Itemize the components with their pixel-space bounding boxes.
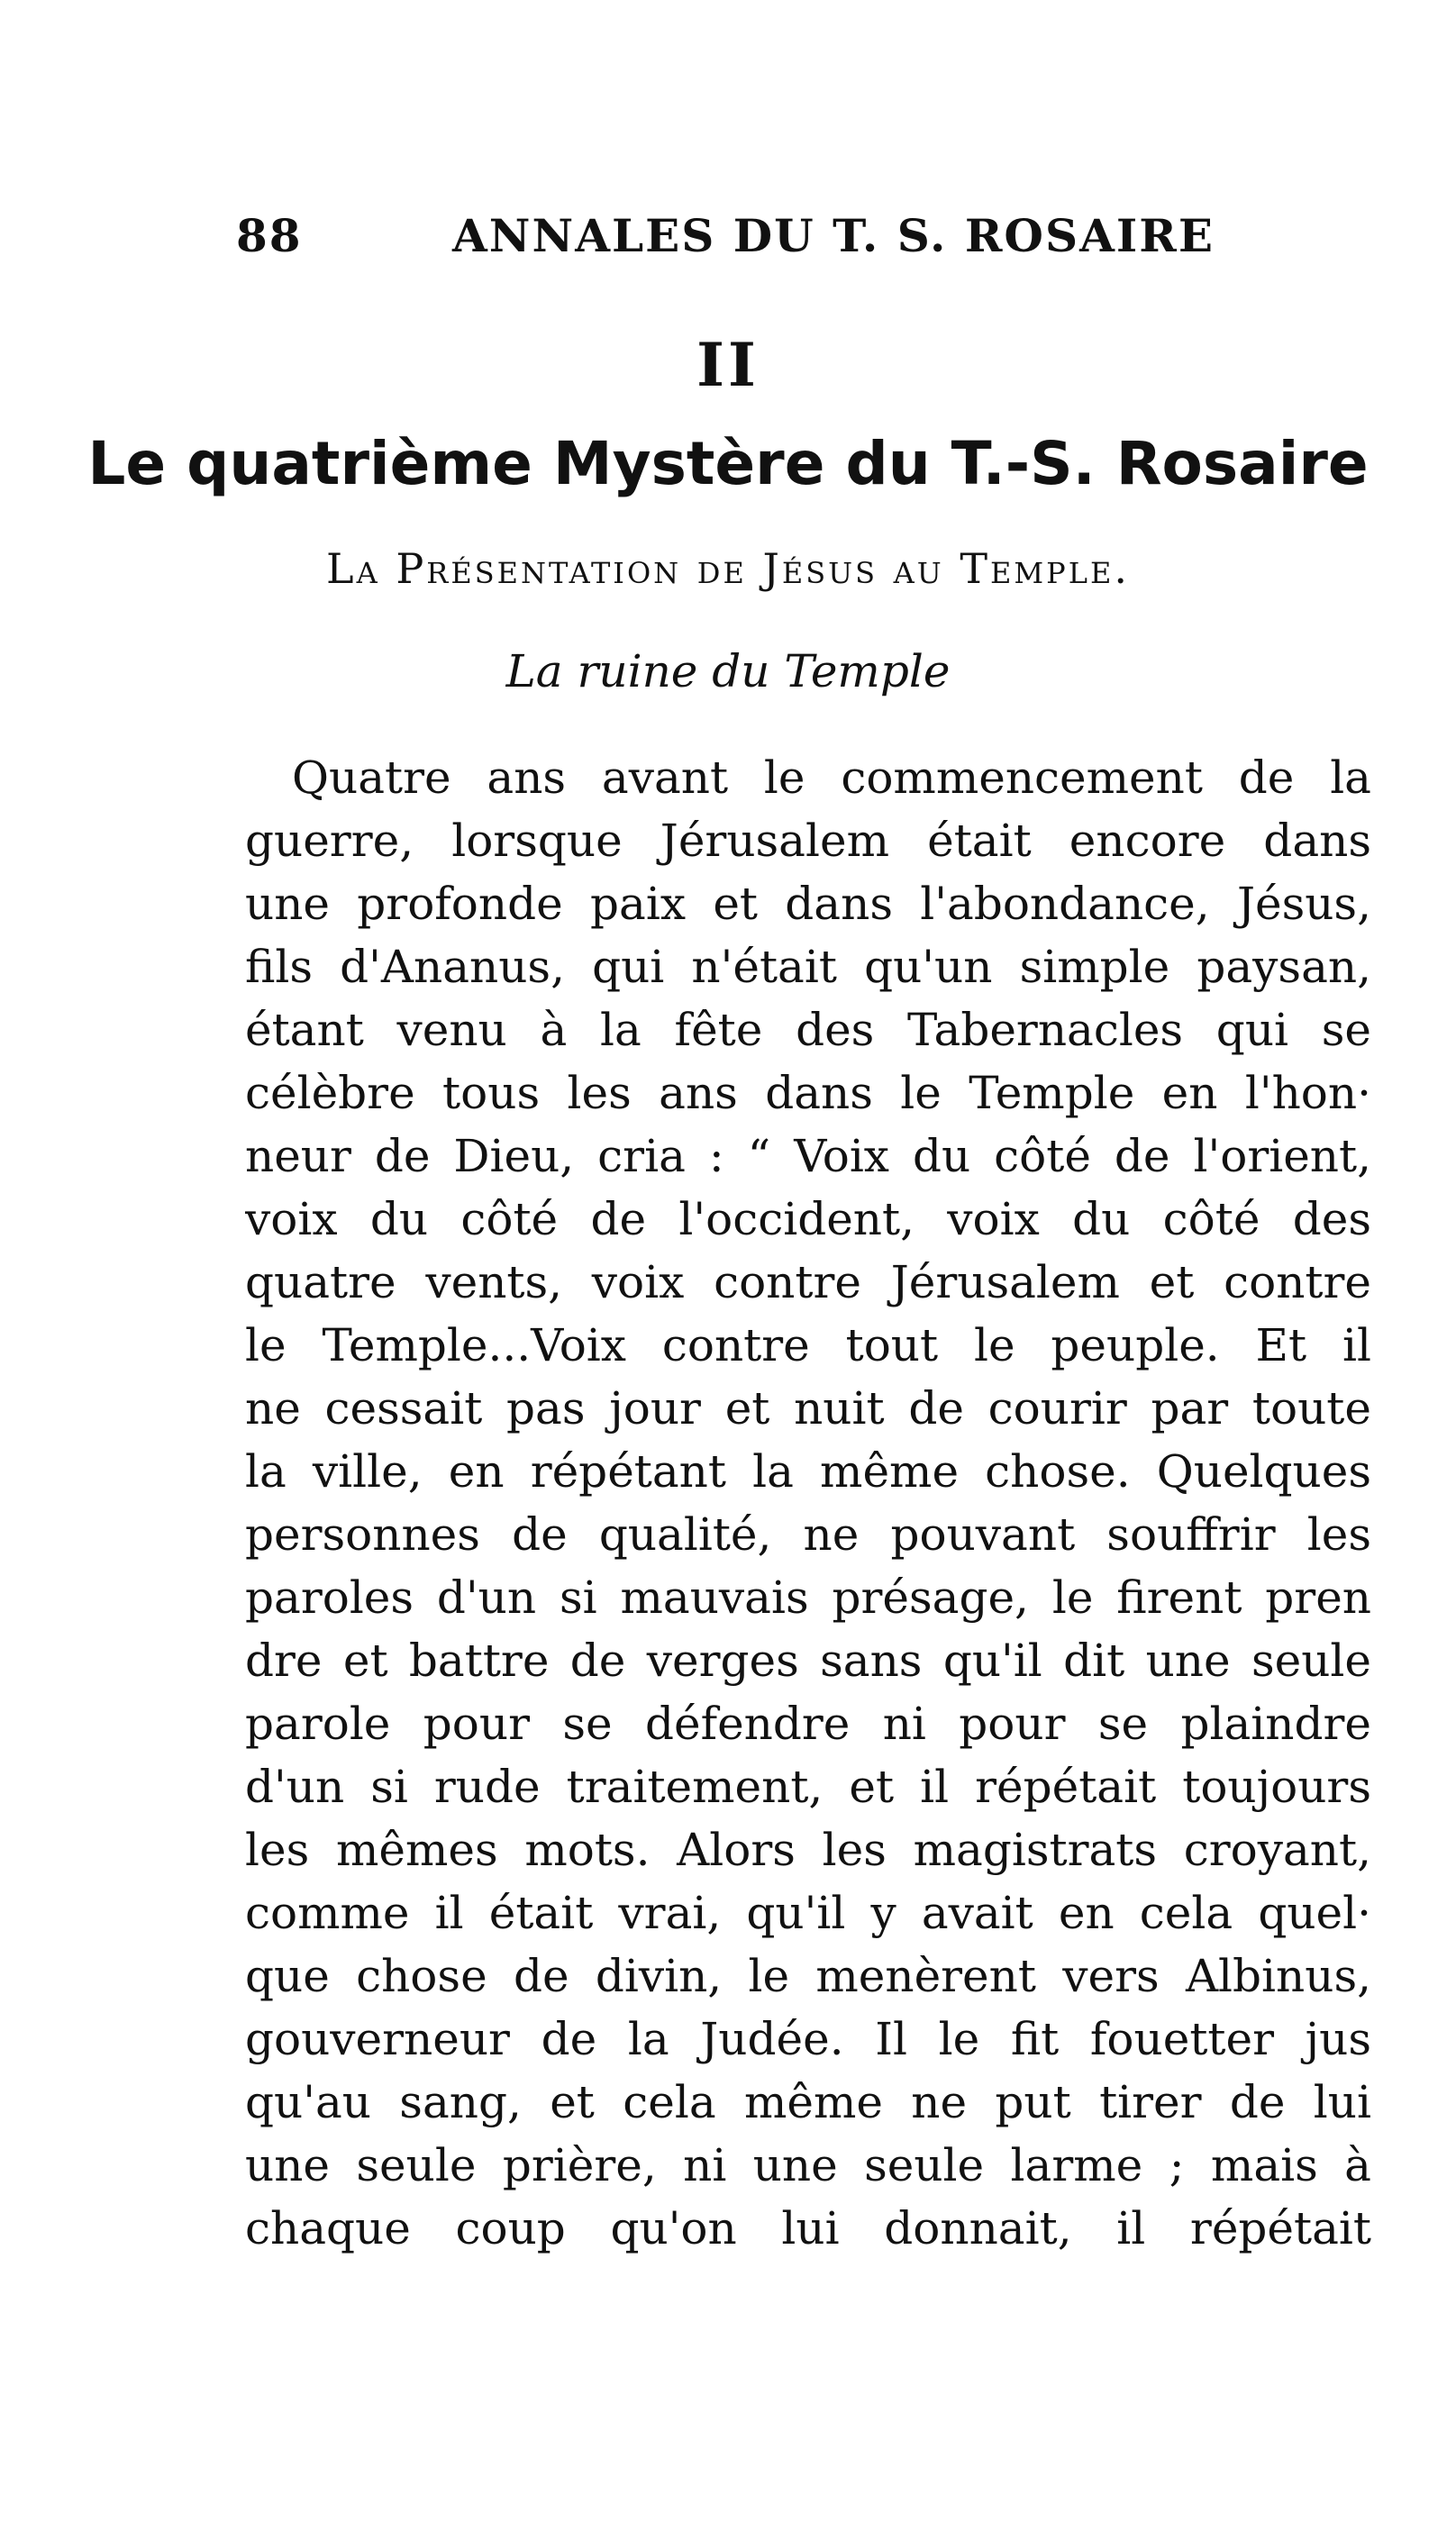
text-line: personnes de qualité, ne pouvant souffrir les: [245, 1508, 1371, 1561]
text-line: fils d'Ananus, qui n'était qu'un simple paysan,: [245, 941, 1371, 993]
running-head: [236, 209, 1299, 272]
text-line: voix du côté de l'occident, voix du côté des: [245, 1193, 1371, 1245]
text-line: neur de Dieu, cria : “ Voix du côté de l'orient,: [245, 1130, 1371, 1182]
body-paragraph: [245, 746, 1371, 2260]
text-line: paroles d'un si mauvais présage, le firent pren: [245, 1571, 1371, 1624]
section-heading: La ruine du Temple: [505, 645, 951, 697]
text-line: une seule prière, ni une seule larme ; mais à: [245, 2139, 1371, 2191]
text-line: quatre vents, voix contre Jérusalem et contre: [245, 1256, 1371, 1308]
text-line: célèbre tous les ans dans le Temple en l'hon·: [245, 1067, 1371, 1119]
text-line: la ville, en répétant la même chose. Quelques: [245, 1445, 1371, 1498]
text-line: chaque coup qu'on lui donnait, il répétait: [245, 2202, 1371, 2254]
text-line: guerre, lorsque Jérusalem était encore dans: [245, 815, 1371, 867]
text-line: gouverneur de la Judée. Il le fit fouetter jus: [245, 2013, 1371, 2065]
section-number: II: [696, 330, 760, 400]
text-line: ne cessait pas jour et nuit de courir par toute: [245, 1382, 1371, 1434]
running-title: ANNALES DU T. S. ROSAIRE: [452, 209, 1215, 262]
page-number: 88: [236, 209, 303, 262]
subtitle: La Présentation de Jésus au Temple.: [326, 544, 1130, 593]
text-line: les mêmes mots. Alors les magistrats croyant,: [245, 1824, 1371, 1876]
text-line: étant venu à la fête des Tabernacles qui se: [245, 1004, 1371, 1056]
text-line: une profonde paix et dans l'abondance, Jésus,: [245, 878, 1371, 930]
text-line: comme il était vrai, qu'il y avait en cela quel·: [245, 1887, 1371, 1939]
text-line: dre et battre de verges sans qu'il dit une seule: [245, 1635, 1371, 1687]
text-line: Quatre ans avant le commencement de la: [292, 751, 1371, 804]
text-line: parole pour se défendre ni pour se plaindre: [245, 1698, 1371, 1750]
text-line: que chose de divin, le menèrent vers Albinus,: [245, 1950, 1371, 2002]
text-line: le Temple...Voix contre tout le peuple. Et il: [245, 1319, 1371, 1371]
text-line: qu'au sang, et cela même ne put tirer de lui: [245, 2076, 1371, 2128]
text-line: d'un si rude traitement, et il répétait toujours: [245, 1761, 1371, 1813]
chapter-title: Le quatrième Mystère du T.-S. Rosaire: [87, 429, 1369, 498]
